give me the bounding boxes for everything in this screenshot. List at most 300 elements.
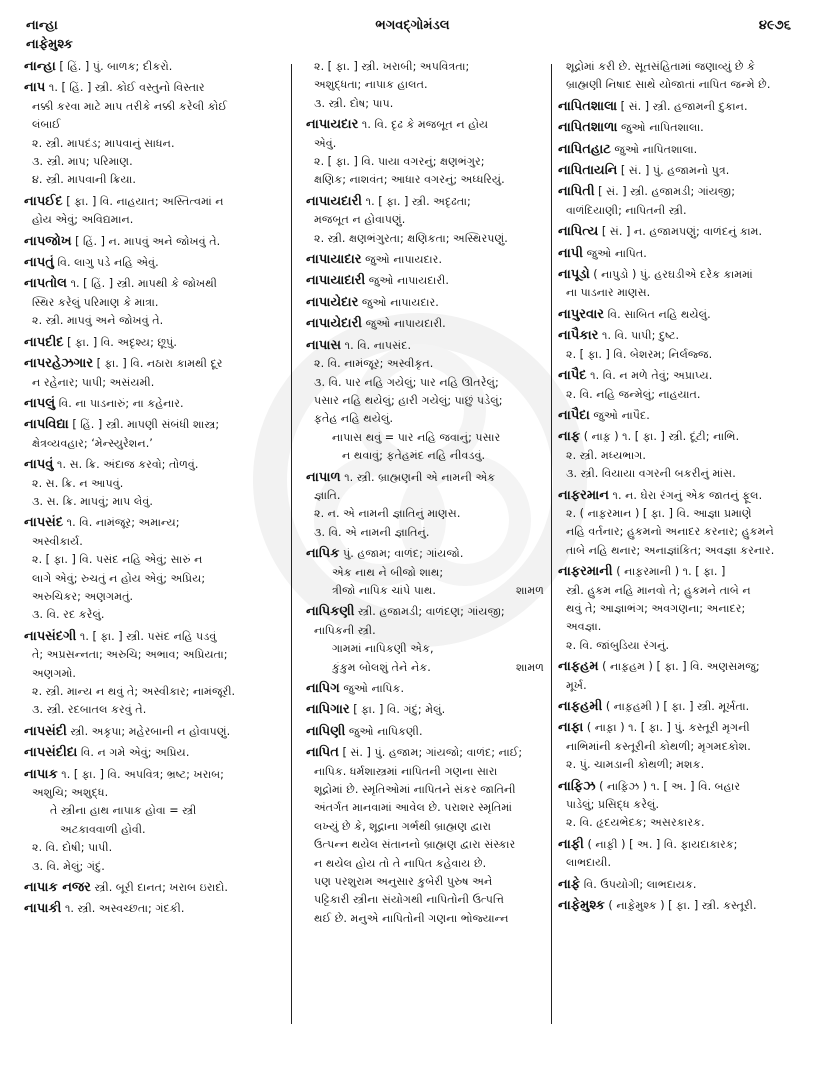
entry-first-line (306, 701, 554, 719)
quote-attribution: શામળ (516, 583, 544, 597)
definition-text: ૩. સ્ત્રી. દોષ; પાપ. (314, 96, 394, 110)
entry-line (558, 738, 825, 756)
headword: નાપાયાદારી (306, 273, 366, 289)
column-divider (551, 64, 552, 1024)
definition-text: જુઓ નાપૈદ. (593, 408, 650, 422)
entry-line (306, 763, 554, 781)
headword: નાપસંદ (24, 515, 64, 531)
dictionary-entry (558, 245, 825, 263)
entry-line (558, 284, 825, 302)
definition-text: ૩. સ્ત્રી. માપ; પરિમાણ. (32, 155, 133, 169)
dictionary-entry (558, 658, 825, 695)
column-3 (558, 58, 825, 1048)
definition-text: સ્ત્રી. હજામડી; વાળંદણ; ગાંયજી; (358, 605, 505, 619)
dictionary-entry (558, 183, 825, 220)
definition-text: પાડેલું; પ્રસિદ્ધ કરેલું. (566, 798, 659, 812)
definition-text: ત્રીજો નાપિક ચાંપે પાથ. (332, 583, 436, 597)
definition-text: અસ્વીકાર્ય. (32, 534, 83, 548)
definition-text: ૨. [ ફા. ] સ્ત્રી. ખરાબી; અપવિત્રતા; (314, 60, 470, 73)
definition-text: [ સં. ] પું. હજામનો પુત્ર. (620, 164, 730, 178)
definition-text: અણગમો. (32, 666, 76, 680)
headword: નાપસંદી (24, 723, 67, 739)
headword: નાપાયદાર (306, 117, 359, 133)
headword: નાપજોખ (24, 233, 72, 249)
definition-text: [ સં. ] પું. હજામ; ગાંયજો; વાળંદ; નાઈ; (342, 746, 523, 760)
entry-line (24, 701, 274, 719)
entry-first-line (306, 723, 554, 741)
definition-text: અંતર્ગત માનવામાં આવેલ છે. પરાશર સ્મૃતિમાં (314, 801, 512, 815)
headword: નાપાયેદારી (306, 316, 363, 332)
definition-text: જુઓ નાપાયદાર. (365, 253, 443, 267)
entry-line (306, 855, 554, 873)
entry-line (24, 665, 274, 683)
definition-text: [ સં. ] સ્ત્રી. હજામની દુકાન. (620, 99, 748, 113)
entry-first-line (558, 719, 825, 737)
entry-line (306, 818, 554, 836)
entry-first-line (558, 119, 825, 137)
entry-line (24, 475, 274, 493)
definition-text: [ ફા. ] વિ. નઠારા કામથી દૂર (96, 357, 223, 371)
entry-line (24, 374, 274, 392)
entry-line (306, 659, 554, 677)
entry-first-line (24, 254, 274, 272)
entry-line (558, 756, 825, 774)
entry-line (24, 802, 274, 820)
entry-line (306, 211, 554, 229)
dictionary-entry (306, 744, 554, 928)
dictionary-entry (558, 306, 825, 324)
dictionary-entry (306, 315, 554, 333)
definition-text: ૪. સ્ત્રી. માપવાની ક્રિયા. (32, 173, 136, 187)
definition-text: ૩. વિ. પાર નહિ ગયેલું; પાર નહિ ઊતરેલું; (314, 375, 499, 389)
entry-line (306, 487, 554, 505)
definition-text: મૂર્ખ. (566, 678, 587, 692)
dictionary-entry (558, 698, 825, 716)
headword: નાફે (558, 876, 581, 892)
headword: નાફ (558, 429, 581, 445)
entry-first-line (558, 223, 825, 241)
dictionary-entry (24, 334, 274, 352)
definition-text: ૩. વિ. મેલું; ગંદું. (32, 859, 105, 873)
dictionary-entry (558, 266, 825, 303)
headword: નાપાસ (306, 337, 342, 353)
definition-text: ૨. વિ. જાંબુડિયા રંગનું. (566, 638, 670, 652)
dictionary-entry (558, 162, 825, 180)
definition-text: વિ. લાગુ પડે નહિ એવું. (57, 256, 159, 270)
definition-text: જુઓ નાપાયદારી. (365, 317, 446, 331)
dictionary-entry (558, 876, 825, 894)
entry-line (306, 135, 554, 153)
headword: નાપાક નજર (24, 880, 91, 896)
dictionary-entry (558, 897, 825, 915)
headword: નાફા (558, 720, 584, 736)
entry-line (24, 821, 274, 839)
definition-text: શૂદ્રોમાં કરી છે. સૂતસંહિતામાં જણાવ્યું છે કે (566, 60, 756, 73)
guide-word-first: નાન્હા (26, 18, 58, 33)
dictionary-entry (24, 879, 274, 897)
headword: નાપાળ (306, 469, 341, 485)
definition-text: [ સં. ] ન. હજામપણું; વાળંદનું કામ. (601, 225, 763, 239)
definition-text: વિ. સાબિત નહિ થયેલું. (607, 307, 711, 321)
definition-text: ૨. [ ફા. ] વિ. પસંદ નહિ એવું; સારું ન (32, 553, 203, 567)
headword: નાપવિદ્યા (24, 417, 69, 433)
headword: નાપિણી (306, 723, 346, 739)
entry-line (24, 98, 274, 116)
dictionary-entry (306, 58, 554, 113)
entry-line (306, 564, 554, 582)
headword: નાપાક (24, 766, 58, 782)
headword: નાપવું (24, 457, 54, 473)
dictionary-entry (24, 395, 274, 413)
entry-line (558, 600, 825, 618)
entry-first-line (306, 294, 554, 312)
guide-word-last: નાફેમુશ્ક (26, 37, 73, 52)
entry-line (558, 814, 825, 832)
definition-text: અશુદ્ધતા; નાપાક હાલત. (314, 78, 428, 92)
definition-text: ૩. સ. ક્રિ. માપવું; માપ લેવું. (32, 494, 153, 508)
definition-text: જુઓ નાપિક. (343, 682, 405, 695)
entry-line (558, 386, 825, 404)
entry-line (306, 781, 554, 799)
definition-text: પસાર નહિ થયેલું; હારી ગયેલું; પાછું પડેલું; (314, 393, 503, 407)
definition-text: જુઓ નાપાયદાર. (361, 295, 439, 309)
entry-first-line (24, 233, 274, 251)
entry-line (558, 346, 825, 364)
entry-line (24, 171, 274, 189)
running-title: ભગવદ્ગોમંડલ (375, 18, 450, 33)
dictionary-entry (558, 407, 825, 425)
entry-line (24, 570, 274, 588)
entry-first-line (24, 766, 274, 784)
definition-text: સ્ત્રી. હુકમ નહિ માનવો તે; હુકમને તાબે ન (566, 583, 751, 597)
definition-text: જ્ઞાતિ. (314, 488, 341, 502)
definition-text: ન રહેનાર; પાપી; અસંયમી. (32, 375, 155, 389)
definition-text: વિ. ન ગમે એવું; અપ્રિય. (80, 746, 190, 760)
definition-text: વાળંદિયાણી; નાપિતની સ્ત્રી. (566, 203, 687, 217)
definition-text: ૧. [ ફા. ] સ્ત્રી. અદૃઢતા; (365, 194, 471, 208)
entry-first-line (558, 698, 825, 716)
definition-text: ૧. ન. ઘેરા રંગનું એક જાતનું ફૂલ. (612, 488, 763, 502)
entry-first-line (24, 334, 274, 352)
entry-line (24, 858, 274, 876)
dictionary-entry (306, 701, 554, 719)
headword: નાપતું (24, 255, 54, 271)
headword: નાપૈદ (558, 368, 587, 384)
entry-first-line (558, 487, 825, 505)
entry-line (558, 447, 825, 465)
definition-text: ૨. સ્ત્રી. મધ્યભાગ. (566, 448, 646, 462)
headword: નાફરમાની (558, 564, 613, 580)
entry-line (306, 392, 554, 410)
definition-text: ૧. વિ. ન મળે તેવું; અપ્રાપ્ય. (590, 369, 713, 383)
definition-text: જુઓ નાપિત. (586, 246, 647, 260)
entry-line (24, 839, 274, 857)
definition-text: સ્ત્રી. અકૃપા; મહેરબાની ન હોવાપણું. (70, 724, 231, 738)
dictionary-entry (558, 428, 825, 483)
definition-text: પટ્ટિકારી સ્ત્રીના સંયોગથી નાપિતોની ઉત્પત્તિ (314, 893, 505, 907)
entry-first-line (24, 395, 274, 413)
headword: નાફરમાન (558, 487, 609, 503)
dictionary-columns (24, 58, 809, 1048)
entry-line (558, 523, 825, 541)
entry-first-line (24, 900, 274, 918)
headword: નાપાકી (24, 901, 62, 917)
entry-first-line (558, 897, 825, 915)
entry-line (306, 76, 554, 94)
definition-text: ( નાફ઼િઝ ) ૧. [ અ. ] વિ. બહાર (599, 779, 741, 793)
definition-text: વિ. ઉપયોગી; લાભદાયક. (583, 877, 697, 891)
dictionary-entry (24, 416, 274, 453)
entry-line (558, 202, 825, 220)
dictionary-entry (558, 836, 825, 873)
definition-text: ૨. પું. ચામડાની કોથળી; મશક. (566, 758, 705, 772)
dictionary-entry (24, 275, 274, 330)
headword: નાપૈદા (558, 407, 590, 423)
definition-text: ૧. [ હિં. ] સ્ત્રી. કોઈ વસ્તુનો વિસ્તાર (48, 81, 205, 95)
dictionary-entry (558, 119, 825, 137)
column-divider (291, 64, 292, 1024)
entry-line (24, 646, 274, 664)
definition-text: ના પાડનાર માણસ. (566, 286, 651, 300)
definition-text: અવજ્ઞા. (566, 620, 602, 634)
entry-first-line (306, 193, 554, 211)
dictionary-entry (306, 545, 554, 600)
definition-text: ક્ષેત્રવ્યવહાર; ‘મેન્સ્યુરેશન.’ (32, 436, 153, 450)
entry-line (558, 58, 825, 76)
definition-text: ૨. ( નાફ઼રમાન ) [ ફા. ] વિ. આજ્ઞા પ્રમાણે (566, 506, 752, 520)
definition-text: નહિ વર્તનાર; હુકમનો અનાદર કરનાર; હુકમને (566, 525, 774, 539)
definition-text: વિ. ના પાડનારું; ના કહેનાર. (58, 396, 184, 410)
dictionary-entry (306, 680, 554, 698)
entry-first-line (558, 876, 825, 894)
entry-line (306, 230, 554, 248)
entry-first-line (558, 266, 825, 284)
entry-line (24, 551, 274, 569)
headword: નાપદીદ (24, 334, 64, 350)
dictionary-entry (306, 272, 554, 290)
entry-line (24, 211, 274, 229)
entry-first-line (306, 603, 554, 621)
entry-line (306, 799, 554, 817)
entry-line (24, 606, 274, 624)
page-number: ૪૯૭૬ (758, 18, 791, 33)
definition-text: ન થયેલ હોય તો તે નાપિત કહેવાય છે. (314, 856, 487, 870)
entry-line (306, 622, 554, 640)
entry-line (306, 429, 554, 447)
definition-text: ઉત્પન્ન થયેલ સંતાનનો બ્રાહ્મણ દ્વારા સંસ્કાર (314, 838, 516, 852)
entry-first-line (306, 251, 554, 269)
entry-line (24, 153, 274, 171)
entry-first-line (558, 836, 825, 854)
entry-first-line (306, 545, 554, 563)
dictionary-entry (306, 603, 554, 677)
entry-line (24, 533, 274, 551)
headword: નાપાયદારી (306, 193, 363, 209)
dictionary-entry (558, 563, 825, 655)
headword: નાપૂડો (558, 267, 590, 283)
entry-line (306, 836, 554, 854)
entry-line (558, 796, 825, 814)
entry-line (24, 294, 274, 312)
entry-first-line (24, 193, 274, 211)
definition-text: ( નાફ઼ેમુશ્ક ) [ ફા. ] સ્ત્રી. કસ્તૂરી. (608, 899, 757, 913)
definition-text: ૩. વિ. રદ કરેલું. (32, 608, 105, 622)
dictionary-entry (558, 223, 825, 241)
entry-first-line (306, 680, 554, 698)
definition-text: ૨. ન. એ નામની જ્ઞાતિનું માણસ. (314, 507, 461, 521)
definition-text: ( નાફ઼ ) ૧. [ ફા. ] સ્ત્રી. દૂંટી; નાભિ. (583, 430, 740, 444)
definition-text: ૧. વિ. દૃઢ કે મજબૂત ન હોય (361, 118, 489, 132)
definition-text: ( નાફ઼ા ) ૧. [ ફા. ] પું. કસ્તૂરી મૃગની (586, 721, 750, 735)
entry-line (306, 910, 554, 928)
definition-text: મજબૂત ન હોવાપણું. (314, 213, 406, 227)
definition-text: નાભિમાંની કસ્તૂરીની કોથળી; મૃગમદકોશ. (566, 739, 751, 753)
dictionary-entry (558, 778, 825, 833)
entry-first-line (24, 514, 274, 532)
definition-text: ૧. [ ફા. ] સ્ત્રી. પસંદ નહિ પડવું (79, 629, 217, 643)
entry-first-line (306, 469, 554, 487)
definition-text: ૧. [ ફા. ] વિ. અપવિત્ર; ભ્રષ્ટ; ખરાબ; (61, 767, 224, 781)
definition-text: ૧. વિ. નાપસંદ. (344, 338, 412, 352)
entry-line (24, 135, 274, 153)
headword: નાપિગાર (306, 702, 350, 718)
dictionary-entry (24, 233, 274, 251)
definition-text: નાપિકની સ્ત્રી. (314, 623, 376, 637)
entry-line (558, 677, 825, 695)
definition-text: ( નાફ઼રમાની ) ૧. [ ફા. ] (616, 565, 726, 579)
definition-text: અટકાવવાળી હોવી. (60, 822, 146, 836)
definition-text: સ્ત્રી. બૂરી દાનત; ખરાબ ઇરાદો. (94, 881, 228, 895)
definition-text: કુંકુમ બોલશું તેને નેક. (332, 660, 431, 674)
entry-line (306, 447, 554, 465)
definition-text: ૨. સ્ત્રી. માન્ય ન થવું તે; અસ્વીકાર; નામંજૂરી. (32, 685, 236, 698)
definition-text: એક નાથ ને બીજો શાથ; (332, 565, 444, 579)
definition-text: પું. હજામ; વાળંદ; ગાંયજો. (343, 547, 464, 561)
dictionary-entry (558, 141, 825, 159)
definition-text: સ્થિર કરેલું પરિમાણ કે માત્રા. (32, 295, 159, 309)
headword: નાપતોલ (24, 276, 68, 292)
headword: નાન્હા (24, 59, 56, 74)
definition-text: ૨. [ ફા. ] વિ. પાયા વગરનું; ક્ષણભંગુર; (314, 155, 485, 169)
definition-text: ૧. સ. ક્રિ. અંદાજ કરવો; તોળવું. (56, 458, 199, 472)
headword: નાપાયેદાર (306, 294, 359, 310)
definition-text: [ હિં. ] પું. બાળક; દીકરો. (59, 60, 173, 73)
entry-line (306, 58, 554, 76)
entry-line (306, 374, 554, 392)
entry-first-line (24, 79, 274, 97)
entry-first-line (24, 275, 274, 293)
definition-text: ૨. [ ફા. ] વિ. બેશરમ; નિર્લજ્જ. (566, 347, 713, 361)
definition-text: ગામમાં નાપિકણી એક, (332, 642, 434, 656)
headword: નાપાયાદાર (306, 252, 362, 268)
entry-first-line (306, 337, 554, 355)
entry-line (24, 493, 274, 511)
entry-first-line (24, 58, 274, 76)
dictionary-entry (306, 116, 554, 190)
entry-line (558, 582, 825, 600)
definition-text: ૨. સ્ત્રી. ક્ષણભંગુરતા; ક્ષણિકતા; અસ્થિરપણું. (314, 231, 508, 245)
entry-first-line (24, 744, 274, 762)
headword: નાપિગ (306, 681, 340, 696)
entry-line (24, 312, 274, 330)
dictionary-entry (24, 766, 274, 876)
definition-text: ૨. વિ. હૃદયભેદક; અસરકારક. (566, 816, 705, 830)
entry-line (558, 505, 825, 523)
entry-line (306, 640, 554, 658)
definition-text: ૧. [ હિં. ] સ્ત્રી. માપથી કે જોખથી (70, 277, 217, 291)
definition-text: ( નાફ઼ી ) [ અ. ] વિ. ફાયદાકારક; (587, 837, 738, 851)
definition-text: [ ફા. ] વિ. નાહયાત; અસ્તિત્વમાં ન (66, 194, 224, 208)
definition-text: ૧. વિ. પાપી; દુષ્ટ. (601, 329, 680, 343)
entry-first-line (306, 315, 554, 333)
definition-text: પણ પરશુરામ અનુસાર કુબેરી પુરુષ અને (314, 875, 493, 889)
entry-line (306, 153, 554, 171)
entry-line (558, 854, 825, 872)
definition-text: તાબે નહિ થનાર; અનાજ્ઞાંકિત; અવજ્ઞા કરનાર. (566, 543, 775, 557)
entry-line (24, 683, 274, 701)
dictionary-entry (24, 79, 274, 189)
definition-text: ૩. સ્ત્રી. વિયાયા વગરની બકરીનું માંસ. (566, 467, 736, 481)
dictionary-entry (306, 337, 554, 466)
definition-text: ક્ષણિક; નાશવંત; આધાર વગરનું; અધ્ધરિયું. (314, 173, 505, 187)
definition-text: અશુચિ; અશુદ્ધ. (32, 786, 109, 800)
entry-line (306, 873, 554, 891)
entry-first-line (558, 141, 825, 159)
definition-text: ૨. વિ. દોષી; પાપી. (32, 841, 113, 855)
definition-text: ૨. વિ. નહિ જન્મેલું; નાહયાત. (566, 387, 701, 401)
entry-line (306, 524, 554, 542)
definition-text: [ હિં. ] સ્ત્રી. માપણી સંબંધી શાસ્ત્ર; (72, 418, 220, 432)
headword: નાપરહેઝગાર (24, 356, 94, 372)
entry-line (306, 95, 554, 113)
headword: નાપિતહાટ (558, 141, 611, 157)
entry-first-line (558, 428, 825, 446)
dictionary-entry (24, 514, 274, 624)
definition-text: ૩. વિ. એ નામની જ્ઞાતિનું. (314, 525, 430, 539)
entry-line (558, 465, 825, 483)
definition-text: [ ફા. ] વિ. અદૃશ્ય; છૂપું. (67, 335, 177, 349)
dictionary-entry (306, 723, 554, 741)
dictionary-entry (24, 744, 274, 762)
definition-text: લાગે એવું; રુચતું ન હોય એવું; અપ્રિય; (32, 571, 206, 585)
entry-first-line (306, 116, 554, 134)
definition-text: [ સં. ] સ્ત્રી. હજામડી; ગાંયજી; (598, 185, 735, 199)
dictionary-entry (558, 327, 825, 364)
headword: નાપઈદ (24, 193, 63, 209)
definition-text: જુઓ નાપાયદારી. (368, 274, 449, 288)
definition-text: જુઓ નાપિતશાલા. (614, 142, 698, 156)
definition-text: અરુચિકર; અણગમતું. (32, 589, 134, 603)
definition-text: ( નાપુડો ) પું. હરઘડીએ દરેક કામમાં (593, 268, 753, 282)
headword: નાફહમ (558, 659, 599, 675)
entry-first-line (558, 563, 825, 581)
definition-text: [ ફા. ] વિ. ગંદું; મેલું. (353, 703, 446, 717)
dictionary-entry (24, 900, 274, 918)
definition-text: નાપાસ થવું = પાર નહિ જવાનું; પસાર (332, 430, 501, 444)
entry-line (306, 355, 554, 373)
headword: નાપુરવાર (558, 306, 605, 322)
dictionary-entry (24, 193, 274, 230)
headword: નાપસંદીદા (24, 745, 78, 761)
dictionary-entry (24, 628, 274, 720)
entry-line (306, 891, 554, 909)
definition-text: ૧. સ્ત્રી. બ્રાહ્મણની એ નામની એક (344, 470, 496, 484)
definition-text: ૧. સ્ત્રી. અસ્વચ્છતા; ગંદકી. (64, 902, 185, 916)
headword: નાપિકણી (306, 604, 355, 620)
quote-attribution: શામળ (516, 660, 544, 674)
entry-first-line (558, 183, 825, 201)
dictionary-entry (24, 723, 274, 741)
